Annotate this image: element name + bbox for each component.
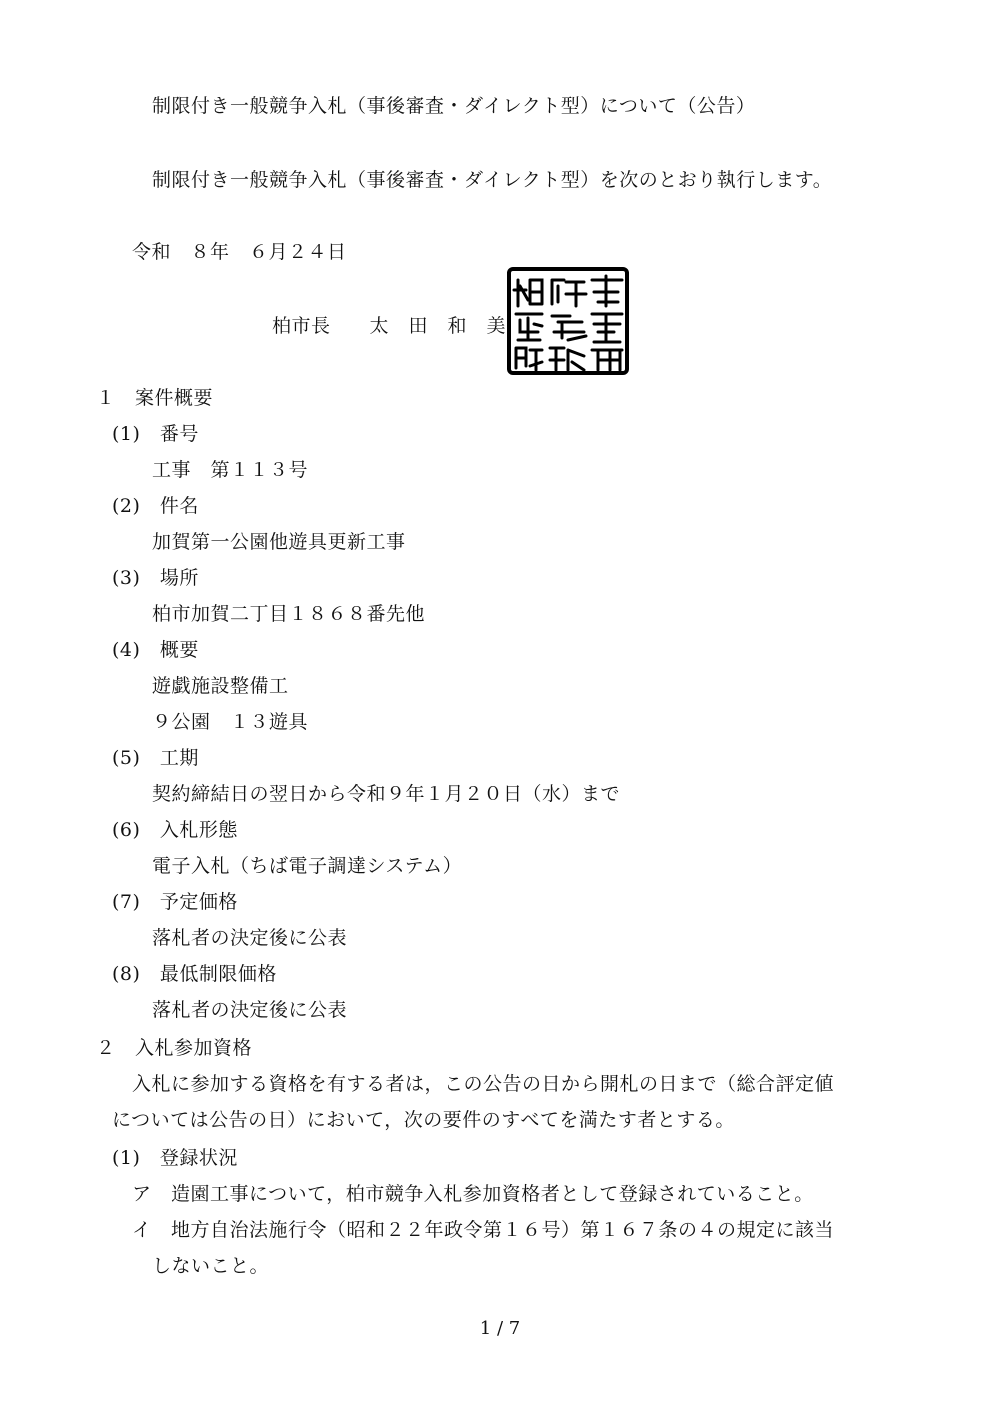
item-4-value-line-1: 遊戯施設整備工 <box>152 675 289 697</box>
item-7-value: 落札者の決定後に公表 <box>152 927 348 949</box>
item-3-value: 柏市加賀二丁目１８６８番先他 <box>152 603 426 625</box>
item-5-label: (5) 工期 <box>112 747 199 769</box>
item-2-value: 加賀第一公園他遊具更新工事 <box>152 531 406 553</box>
page-number: 1 / 7 <box>479 1318 521 1339</box>
item-8-value: 落札者の決定後に公表 <box>152 999 348 1021</box>
item-4-value-line-2: ９公園 １３遊具 <box>152 711 309 733</box>
section-1-heading: １ 案件概要 <box>96 387 214 409</box>
requirement-a: ア 造園工事について，柏市競争入札参加資格者として登録されていること。 <box>132 1183 814 1205</box>
item-8-label: (8) 最低制限価格 <box>112 963 277 985</box>
section-2-paragraph-line-2: については公告の日）において，次の要件のすべてを満たす者とする。 <box>112 1109 735 1131</box>
item-5-value: 契約締結日の翌日から令和９年１月２０日（水）まで <box>152 783 621 805</box>
subitem-registration-label: (1) 登録状況 <box>112 1147 238 1169</box>
item-4-label: (4) 概要 <box>112 639 199 661</box>
intro-text: 制限付き一般競争入札（事後審査・ダイレクト型）を次のとおり執行します。 <box>152 169 833 191</box>
requirement-i-line-1: イ 地方自治法施行令（昭和２２年政令第１６号）第１６７条の４の規定に該当 <box>132 1219 835 1241</box>
item-6-label: (6) 入札形態 <box>112 819 238 841</box>
notice-date: 令和 ８年 ６月２４日 <box>132 241 347 263</box>
item-1-label: (1) 番号 <box>112 423 199 445</box>
requirement-i-line-2: しないこと。 <box>152 1255 270 1277</box>
item-1-value: 工事 第１１３号 <box>152 459 309 481</box>
section-2-paragraph-line-1: 入札に参加する資格を有する者は，この公告の日から開札の日まで（総合評定値 <box>132 1073 835 1095</box>
section-2-heading: ２ 入札参加資格 <box>96 1037 253 1059</box>
item-6-value: 電子入札（ちば電子調達システム） <box>152 855 463 877</box>
official-seal-stamp <box>506 266 630 376</box>
item-3-label: (3) 場所 <box>112 567 199 589</box>
item-7-label: (7) 予定価格 <box>112 891 238 913</box>
item-2-label: (2) 件名 <box>112 495 199 517</box>
notice-title: 制限付き一般競争入札（事後審査・ダイレクト型）について（公告） <box>152 95 756 117</box>
issuer-name: 柏市長 太 田 和 美 <box>272 315 507 337</box>
